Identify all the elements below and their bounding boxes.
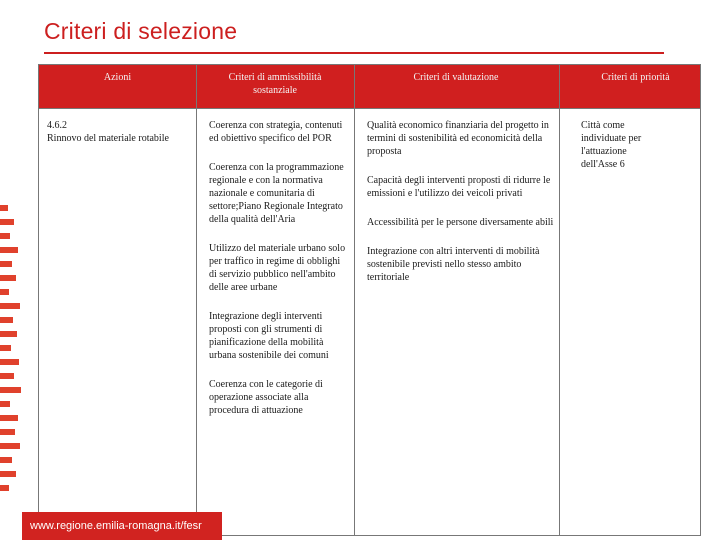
header-azioni: Azioni xyxy=(103,72,132,83)
table-header-row xyxy=(39,65,700,109)
cell-priorita: Città come individuate per l'attuazione dell'Asse 6 xyxy=(581,120,642,170)
selection-criteria-table xyxy=(38,64,701,536)
list-item: Accessibilità per le persone diversamente abili xyxy=(367,217,554,228)
list-item: Utilizzo del materiale urbano solo per traffico in regime di obblighi di servizio pubblico nell'ambito delle aree urbane xyxy=(209,243,346,293)
decorative-stripes xyxy=(0,205,22,499)
title-divider xyxy=(44,52,664,54)
list-item: Capacità degli interventi proposti di ridurre le emissioni e l'utilizzo dei veicoli privati xyxy=(367,175,551,199)
action-code: 4.6.2 xyxy=(47,120,67,131)
list-item: Integrazione con altri interventi di mobilità sostenibile previsti nello stesso ambito territoriale xyxy=(367,246,540,283)
list-item: Coerenza con strategia, contenuti ed obiettivo specifico del POR xyxy=(209,120,343,144)
list-item: Integrazione degli interventi proposti con gli strumenti di pianificazione della mobilità urbana sostenibile dei comuni xyxy=(209,311,329,361)
page-title: Criteri di selezione xyxy=(44,18,238,44)
list-item: Coerenza con la programmazione regionale e con la normativa nazionale e comunitaria di settore;Piano Regionale Integrato della qualità dell'Aria xyxy=(209,162,344,225)
cell-ammissibilita xyxy=(209,119,349,417)
header-valutazione: Criteri di valutazione xyxy=(413,72,499,83)
list-item: Coerenza con le categorie di operazione associate alla procedura di attuazione xyxy=(209,379,323,416)
cell-valutazione xyxy=(367,119,555,284)
header-priorita: Criteri di priorità xyxy=(601,72,670,83)
header-ammissibilita: Criteri di ammissibilità sostanziale xyxy=(228,72,322,96)
cell-azioni xyxy=(47,119,192,145)
action-label: Rinnovo del materiale rotabile xyxy=(47,133,169,144)
list-item: Qualità economico finanziaria del progetto in termini di sostenibilità ed economicità della proposta xyxy=(367,120,549,157)
footer-url[interactable]: www.regione.emilia-romagna.it/fesr xyxy=(22,512,222,540)
